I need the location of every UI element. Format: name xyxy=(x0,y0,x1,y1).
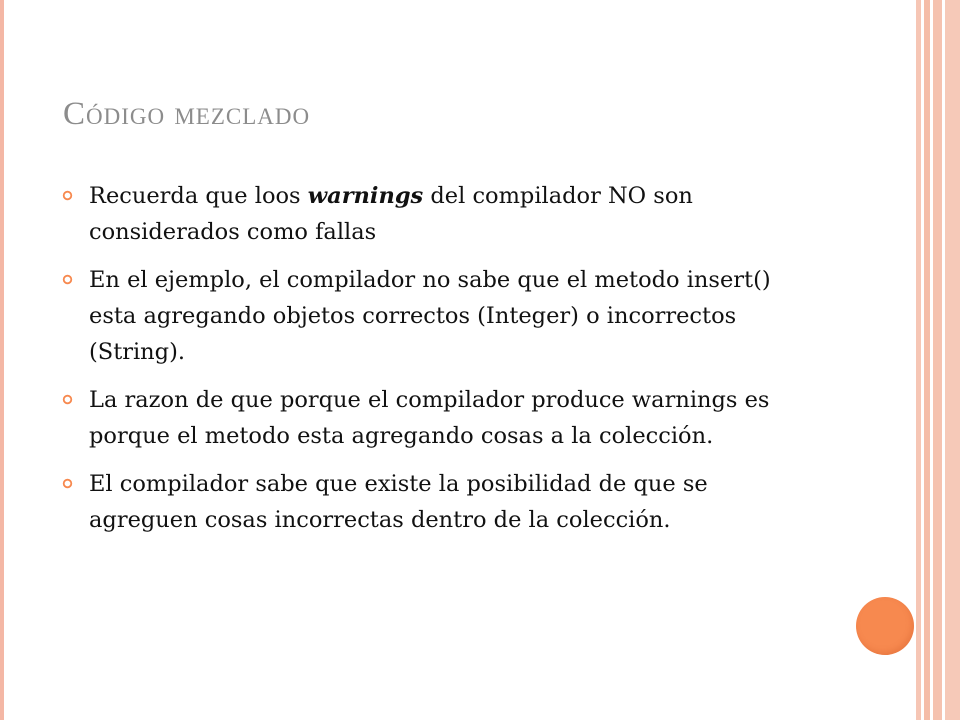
bullet-text: El compilador sabe que existe la posibilidad de que se agreguen cosas incorrectas dentro de la colección. xyxy=(89,471,708,533)
hollow-circle-bullet-icon xyxy=(62,478,73,489)
bullet-item xyxy=(62,262,802,370)
bullet-item xyxy=(62,178,802,250)
right-stripe-decoration xyxy=(945,0,960,720)
bullet-list xyxy=(62,178,802,550)
slide-title: Código mezclado xyxy=(63,96,311,132)
bullet-text-part: Recuerda que loos xyxy=(89,183,308,209)
bullet-item xyxy=(62,466,802,538)
bullet-item xyxy=(62,382,802,454)
bullet-text-part: del compilador NO son considerados como fallas xyxy=(89,183,693,245)
bullet-text: La razon de que porque el compilador produce warnings es porque el metodo esta agregando cosas a la colección. xyxy=(89,387,770,449)
bullet-text: En el ejemplo, el compilador no sabe que el metodo insert() esta agregando objetos correctos (Integer) o incorrectos (String). xyxy=(89,267,771,365)
hollow-circle-bullet-icon xyxy=(62,190,73,201)
bullet-text xyxy=(89,183,693,245)
left-border-decoration xyxy=(0,0,4,720)
orange-circle-decoration xyxy=(856,597,914,655)
hollow-circle-bullet-icon xyxy=(62,394,73,405)
right-stripe-decoration xyxy=(933,0,942,720)
bullet-keyword: warnings xyxy=(307,183,424,209)
hollow-circle-bullet-icon xyxy=(62,274,73,285)
